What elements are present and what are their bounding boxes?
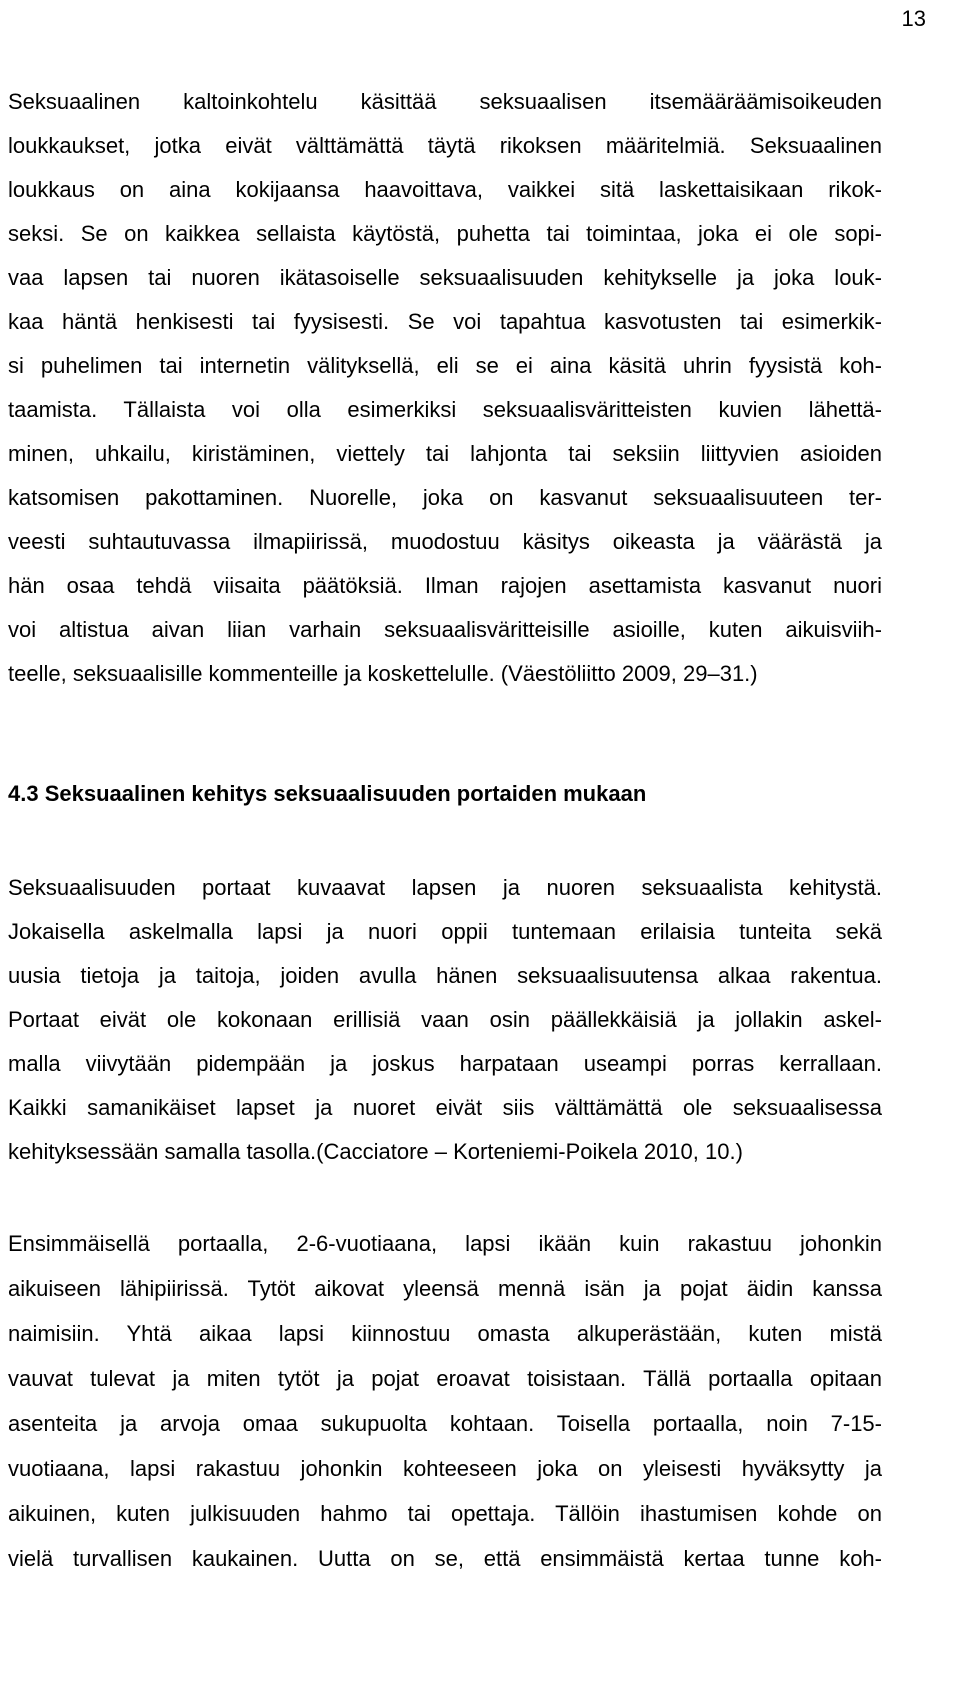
text-line: hän osaa tehdä viisaita päätöksiä. Ilman rajojen asettamista kasvanut nuori — [8, 573, 882, 598]
text-line: Jokaisella askelmalla lapsi ja nuori oppii tuntemaan erilaisia tunteita sekä — [8, 919, 882, 944]
text-line: loukkaus on aina kokijaansa haavoittava, vaikkei sitä laskettaisikaan rikok- — [8, 177, 882, 202]
text-line: voi altistua aivan liian varhain seksuaalisväritteisille asioille, kuten aikuisviih- — [8, 617, 882, 642]
text-line: uusia tietoja ja taitoja, joiden avulla hänen seksuaalisuutensa alkaa rakentua. — [8, 963, 882, 988]
text-line: loukkaukset, jotka eivät välttämättä täytä rikoksen määritelmiä. Seksuaalinen — [8, 133, 882, 158]
text-line: kehityksessään samalla tasolla.(Cacciatore – Korteniemi-Poikela 2010, 10.) — [8, 1139, 743, 1164]
text-line: veesti suhtautuvassa ilmapiirissä, muodostuu käsitys oikeasta ja väärästä ja — [8, 529, 882, 554]
text-line: katsomisen pakottaminen. Nuorelle, joka on kasvanut seksuaalisuuteen ter- — [8, 485, 882, 510]
text-line: vielä turvallisen kaukainen. Uutta on se, että ensimmäistä kertaa tunne koh- — [8, 1546, 882, 1571]
text-line: Kaikki samanikäiset lapset ja nuoret eivät siis välttämättä ole seksuaalisessa — [8, 1095, 882, 1120]
text-line: Ensimmäisellä portaalla, 2-6-vuotiaana, lapsi ikään kuin rakastuu johonkin — [8, 1231, 882, 1256]
text-line: aikuiseen lähipiirissä. Tytöt aikovat yleensä mennä isän ja pojat äidin kanssa — [8, 1276, 882, 1301]
text-line: taamista. Tällaista voi olla esimerkiksi seksuaalisväritteisten kuvien lähettä- — [8, 397, 882, 422]
text-line: naimisiin. Yhtä aikaa lapsi kiinnostuu omasta alkuperästään, kuten mistä — [8, 1321, 882, 1346]
text-line: Seksuaalisuuden portaat kuvaavat lapsen ja nuoren seksuaalista kehitystä. — [8, 875, 882, 900]
text-line: malla viivytään pidempään ja joskus harpataan useampi porras kerrallaan. — [8, 1051, 882, 1076]
section-heading: 4.3 Seksuaalinen kehitys seksuaalisuuden portaiden mukaan — [8, 781, 647, 806]
text-line: asenteita ja arvoja omaa sukupuolta kohtaan. Toisella portaalla, noin 7-15- — [8, 1411, 882, 1436]
text-line: teelle, seksuaalisille kommenteille ja koskettelulle. (Väestöliitto 2009, 29–31.) — [8, 661, 758, 686]
text-line: vaa lapsen tai nuoren ikätasoiselle seksuaalisuuden kehitykselle ja joka louk- — [8, 265, 882, 290]
text-line: seksi. Se on kaikkea sellaista käytöstä, puhetta tai toimintaa, joka ei ole sopi- — [8, 221, 882, 246]
text-line: vauvat tulevat ja miten tytöt ja pojat eroavat toisistaan. Tällä portaalla opitaan — [8, 1366, 882, 1391]
text-line: minen, uhkailu, kiristäminen, viettely tai lahjonta tai seksiin liittyvien asioiden — [8, 441, 882, 466]
text-line: vuotiaana, lapsi rakastuu johonkin kohteeseen joka on yleisesti hyväksytty ja — [8, 1456, 882, 1481]
text-line: aikuinen, kuten julkisuuden hahmo tai opettaja. Tällöin ihastumisen kohde on — [8, 1501, 882, 1526]
text-line: kaa häntä henkisesti tai fyysisesti. Se voi tapahtua kasvotusten tai esimerkik- — [8, 309, 882, 334]
text-line: si puhelimen tai internetin välityksellä, eli se ei aina käsitä uhrin fyysistä koh- — [8, 353, 882, 378]
page-number: 13 — [901, 6, 926, 31]
text-line: Portaat eivät ole kokonaan erillisiä vaan osin päällekkäisiä ja jollakin askel- — [8, 1007, 882, 1032]
text-line: Seksuaalinen kaltoinkohtelu käsittää seksuaalisen itsemääräämisoikeuden — [8, 89, 882, 114]
